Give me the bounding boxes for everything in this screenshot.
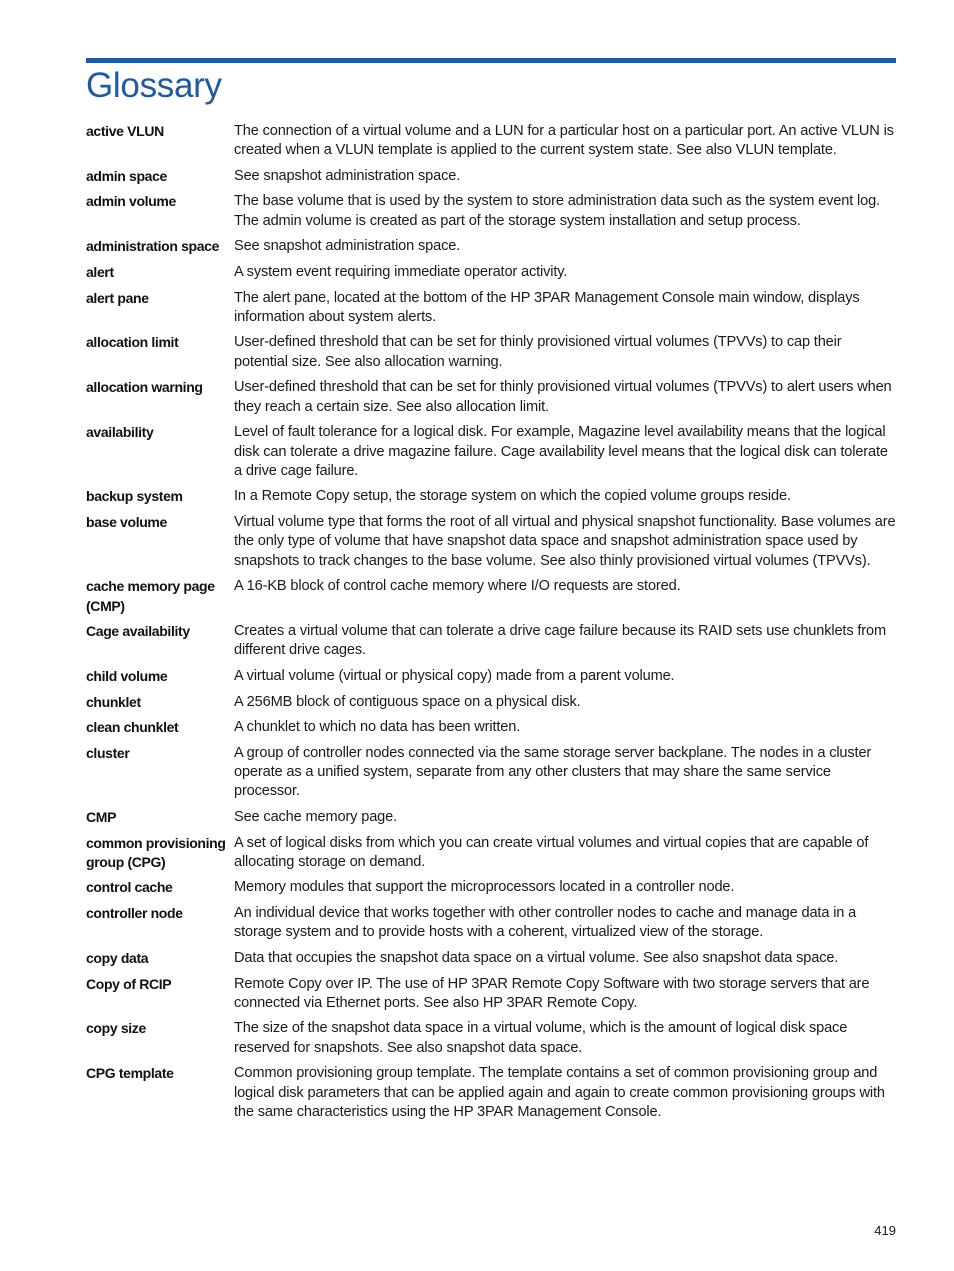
glossary-term: controller node <box>86 905 183 922</box>
glossary-definition: Creates a virtual volume that can tolerate a drive cage failure because its RAID sets use chunklets from different drive cages. <box>234 623 886 659</box>
glossary-entry <box>86 423 898 481</box>
glossary-term: control cache <box>86 879 173 896</box>
glossary-term: copy size <box>86 1020 146 1037</box>
glossary-entry <box>86 237 898 256</box>
header-rule <box>86 58 896 63</box>
glossary-entry <box>86 834 898 873</box>
glossary-term: alert pane <box>86 289 149 306</box>
glossary-term: Copy of RCIP <box>86 975 172 992</box>
glossary-definition: Memory modules that support the microprocessors located in a controller node. <box>234 879 735 896</box>
glossary-definition: A set of logical disks from which you can create virtual volumes and virtual copies that are capable of allocating storage on demand. <box>234 834 869 870</box>
glossary-entry <box>86 263 898 282</box>
glossary-definition: A system event requiring immediate operator activity. <box>234 263 568 280</box>
glossary-term: child volume <box>86 667 168 684</box>
glossary-definition: A 256MB block of contiguous space on a physical disk. <box>234 693 581 710</box>
glossary-term: CPG template <box>86 1065 174 1082</box>
glossary-entry <box>86 192 898 231</box>
glossary-term: clean chunklet <box>86 719 179 736</box>
glossary-definition: The size of the snapshot data space in a virtual volume, which is the amount of logical disk space reserved for snapshots. See also snapshot data space. <box>234 1020 848 1056</box>
glossary-definition: See snapshot administration space. <box>234 167 461 184</box>
glossary-entry <box>86 487 898 506</box>
glossary-definition: In a Remote Copy setup, the storage system on which the copied volume groups reside. <box>234 488 791 505</box>
glossary-term: allocation warning <box>86 379 203 396</box>
page-number: 419 <box>874 1223 896 1238</box>
glossary-definition: The alert pane, located at the bottom of the HP 3PAR Management Console main window, displays information about system alerts. <box>234 289 860 325</box>
glossary-definition: A 16-KB block of control cache memory where I/O requests are stored. <box>234 578 681 595</box>
glossary-definition: Common provisioning group template. The template contains a set of common provisioning group and logical disk parameters that can be applied again and again to create common provisioning groups with the same characteristics using the HP 3PAR Management Console. <box>234 1065 885 1120</box>
glossary-term: cache memory page (CMP) <box>86 578 215 614</box>
glossary-definition: User-defined threshold that can be set for thinly provisioned virtual volumes (TPVVs) to cap their potential size. See also allocation warning. <box>234 334 842 370</box>
glossary-entry <box>86 122 898 161</box>
glossary-definition: A virtual volume (virtual or physical copy) made from a parent volume. <box>234 667 675 684</box>
glossary-entry <box>86 378 898 417</box>
glossary-term: copy data <box>86 949 149 966</box>
glossary-term: availability <box>86 424 154 441</box>
glossary-term: base volume <box>86 514 167 531</box>
glossary-entry <box>86 289 898 328</box>
glossary-entry <box>86 1064 898 1122</box>
glossary-definition: Virtual volume type that forms the root of all virtual and physical snapshot functionality. Base volumes are the only type of volume that have snapshot data space and snapshot administration space used by snapshots to track changes to the base volume. See also thinly provisioned virtual volumes (TPVVs). <box>234 514 896 569</box>
glossary-definition: Data that occupies the snapshot data space on a virtual volume. See also snapshot data space. <box>234 949 839 966</box>
glossary-term: backup system <box>86 488 183 505</box>
glossary-entry <box>86 667 898 686</box>
glossary-term: allocation limit <box>86 334 179 351</box>
glossary-list <box>86 122 898 1128</box>
glossary-entry <box>86 808 898 827</box>
glossary-term: cluster <box>86 744 130 761</box>
glossary-term: admin volume <box>86 193 176 210</box>
glossary-entry <box>86 622 898 661</box>
glossary-definition: See cache memory page. <box>234 808 397 825</box>
glossary-entry <box>86 513 898 571</box>
glossary-term: chunklet <box>86 693 141 710</box>
glossary-term: administration space <box>86 238 220 255</box>
glossary-term: alert <box>86 263 114 280</box>
glossary-entry <box>86 167 898 186</box>
glossary-definition: The base volume that is used by the system to store administration data such as the system event log. The admin volume is created as part of the storage system installation and setup process. <box>234 193 880 229</box>
glossary-definition: Remote Copy over IP. The use of HP 3PAR Remote Copy Software with two storage servers that are connected via Ethernet ports. See also HP 3PAR Remote Copy. <box>234 975 870 1011</box>
glossary-entry <box>86 904 898 943</box>
glossary-definition: A chunklet to which no data has been written. <box>234 719 521 736</box>
glossary-definition: The connection of a virtual volume and a LUN for a particular host on a particular port. An active VLUN is created when a VLUN template is applied to the current system state. See also VLUN template. <box>234 123 894 159</box>
glossary-definition: An individual device that works together with other controller nodes to cache and manage data in a storage system and to provide hosts with a coherent, virtualized view of the storage. <box>234 905 857 941</box>
glossary-entry <box>86 693 898 712</box>
glossary-entry <box>86 1019 898 1058</box>
page-title: Glossary <box>86 66 222 105</box>
glossary-definition: A group of controller nodes connected via the same storage server backplane. The nodes in a cluster operate as a unified system, separate from any other clusters that may share the same service processor. <box>234 744 872 800</box>
glossary-entry <box>86 744 898 802</box>
glossary-entry <box>86 577 898 616</box>
glossary-definition: See snapshot administration space. <box>234 238 461 255</box>
glossary-entry <box>86 878 898 897</box>
glossary-entry <box>86 718 898 737</box>
glossary-term: active VLUN <box>86 123 164 139</box>
glossary-definition: Level of fault tolerance for a logical disk. For example, Magazine level availability means that the logical disk can tolerate a drive magazine failure. Cage availability level means that the logical disk can tolerate a drive cage failure. <box>234 424 888 479</box>
glossary-term: CMP <box>86 808 117 825</box>
glossary-entry <box>86 949 898 968</box>
glossary-term: admin space <box>86 167 167 184</box>
glossary-entry <box>86 333 898 372</box>
glossary-term: common provisioning group (CPG) <box>86 834 226 870</box>
glossary-definition: User-defined threshold that can be set for thinly provisioned virtual volumes (TPVVs) to alert users when they reach a certain size. See also allocation limit. <box>234 379 892 415</box>
glossary-entry <box>86 975 898 1014</box>
glossary-term: Cage availability <box>86 623 190 640</box>
